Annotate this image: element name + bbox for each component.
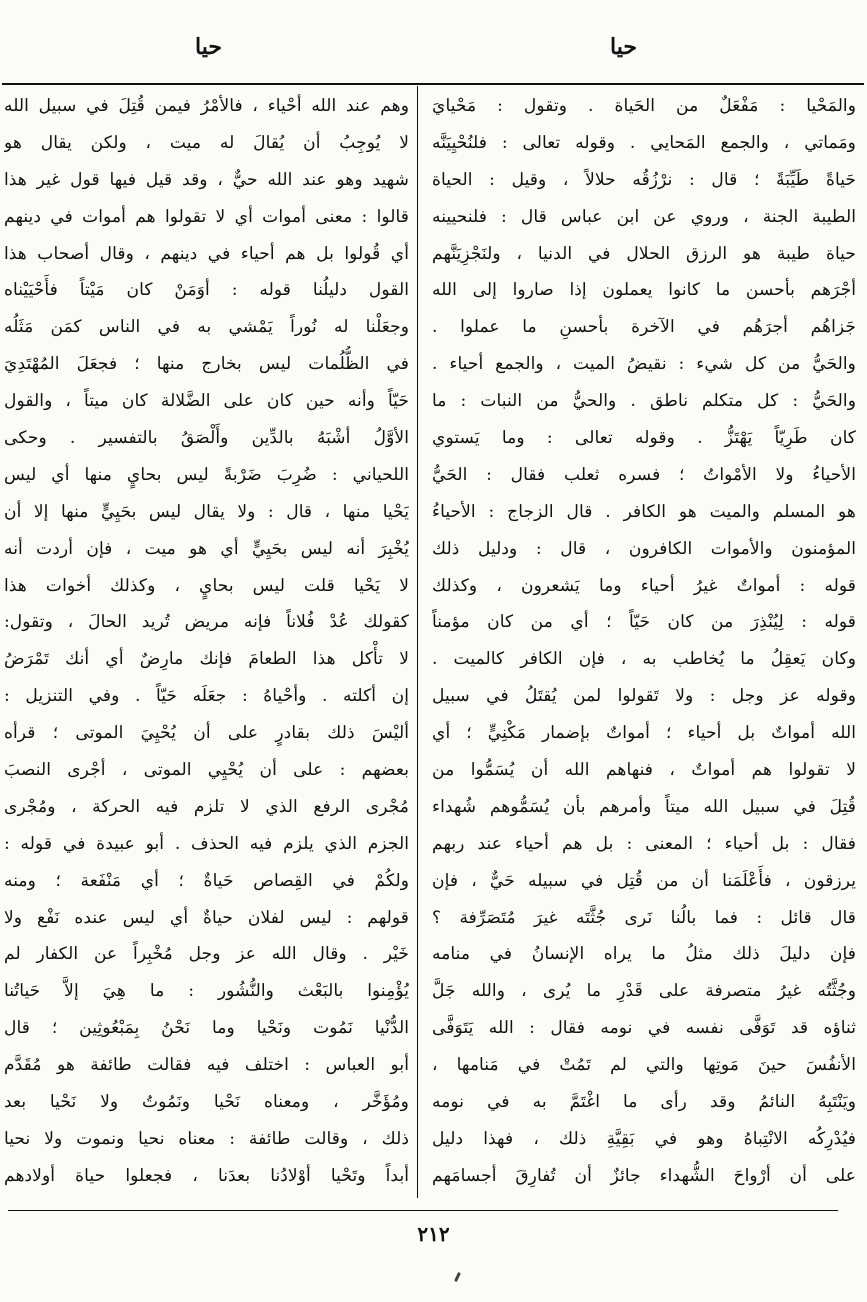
text-line: وكان يَعقِلُ ما يُخاطب به ، فإن الكافر كالميت .	[432, 649, 856, 670]
text-line: وجعَلْنا له نُوراً يَمْشي به في الناس كمَن مَثَلُه	[4, 317, 409, 338]
text-line: وهم عند الله أحْياء ، فالأمْرُ فيمن قُتِلَ في سبيل الله	[4, 96, 409, 116]
column-divider	[417, 86, 418, 1198]
text-line: قوله : لِيُنْذِرَ من كان حَيّاً ؛ أي من كان مؤمناً	[432, 612, 856, 633]
text-line: الطيبة الجنة ، وروي عن ابن عباس قال : فلنحيينه	[432, 206, 856, 227]
text-line: فقال : بل أحياء ؛ المعنى : بل هم أحياء عند ربهم	[432, 833, 856, 854]
text-line: والمَحْيا : مَفْعَلٌ من الحَياة . وتقول : مَحْيايَ	[432, 96, 856, 116]
text-line: أبداً وتَحْيا أوْلادُنا بعدَنا ، فجعلوا حياة أولادهم	[4, 1165, 409, 1186]
text-line: كقولك عُدْ فُلاناً فإنه مريض تُريد الحالَ ، وتقول:	[4, 612, 409, 633]
text-line: حَيّاً وأنه حين كان على الضَّلالة كان ميتاً ، والقول	[4, 391, 409, 412]
text-line: المؤمنون والأموات الكافرون ، قال : ودليل ذلك	[432, 538, 856, 559]
text-line: قولهم : ليس لفلان حياةٌ أي ليس عنده نَفْع ولا	[4, 907, 409, 928]
text-line: أجْرَهم بأحسن ما كانوا يعملون إذا صاروا إلى الله	[432, 280, 856, 301]
text-line: الأحياءُ ولا الأمْواتُ ؛ فسره ثعلب فقال : الحَيُّ	[432, 464, 856, 485]
text-line: قال قائل : فما بالُنا نَرى جُثَّتَه غيرَ مُتَصَرِّفة ؟	[432, 907, 856, 928]
page-number: ٢١٢	[417, 1222, 450, 1246]
text-line: ثناؤه قد تَوَفَّى نفسه في نومه فقال : الله يَتَوَفَّى	[432, 1018, 856, 1039]
text-line: في الظُّلُمات ليس بخارج منها ؛ فجعَلَ المُهْتَدِيَ	[4, 354, 409, 375]
text-line: ولكُمْ في القِصاص حَياةٌ ؛ أي مَنْفَعة ؛ ومنه	[4, 870, 409, 891]
left-column	[4, 88, 409, 1198]
text-line: ذلك ، وقالت طائفة : معناه نحيا ونموت ولا نحيا	[4, 1128, 409, 1149]
running-head-left: حيا	[195, 34, 222, 60]
text-line: فإن دليلَ ذلك مثلُ ما يراه الإنسانُ في منامه	[432, 944, 856, 965]
text-line: لا يَحْيا قلت ليس بحايٍ ، وكذلك أخوات هذا	[4, 575, 409, 596]
text-line: حياة طيبة هو الرزق الحلال في الدنيا ، ولنَجْزِيَنَّهم	[432, 243, 856, 264]
right-column	[432, 88, 856, 1198]
text-line: لا تأْكل هذا الطعامَ فإنك مارِضٌ أي أنك تَمْرَضُ	[4, 649, 409, 670]
text-line: قالوا : معنى أموات أي لا تقولوا هم أموات في دينهم	[4, 206, 409, 227]
running-head-right: حيا	[610, 34, 637, 60]
text-line: يُؤْمِنوا بالبَعْث والنُّشُور : ما هِيَ إلاَّ حَياتُنا	[4, 981, 409, 1002]
text-line: حَياةً طَيِّبَةً ؛ قال : نرْزُقُه حلالاً ، وقيل : الحياة	[432, 169, 856, 190]
text-line: وجُثَّتُه غيرُ متصرفة على قَدْرِ ما يُرى ، والله جَلَّ	[432, 981, 856, 1002]
text-line: أبو العباس : اختلف فيه فقالت طائفة هو مُقَدَّم	[4, 1055, 409, 1076]
text-line: خَيْر . وقال الله عز وجل مُخْبِراً عن الكفار لم	[4, 944, 409, 965]
text-line: على أن أرْواحَ الشُّهداء جائزٌ أن تُفارِقَ أجسامَهم	[432, 1165, 856, 1186]
text-line: لا يُوجِبُ أن يُقالَ له ميت ، ولكن يقال هو	[4, 132, 409, 153]
text-line: يَحْيا منها ، قال : ولا يقال ليس بحَيِيٍّ منها إلا أن	[4, 501, 409, 522]
text-line: أي قُولوا بل هم أحياء في دينهم ، وقال أصحاب هذا	[4, 243, 409, 264]
text-line: إن أكلته . وأحْياهُ : جعَلَه حَيّاً . وفي التنزيل :	[4, 686, 409, 707]
text-line: وقوله عز وجل : ولا تَقولوا لمن يُقتَلُ في سبيل	[432, 686, 856, 707]
text-line: الجزم الذي يلزم فيه الحذف . أبو عبيدة في قوله :	[4, 833, 409, 854]
text-line: الدُّنْيا نَمُوت ونَحْيا وما نَحْنُ بِمَبْعُوثِين ؛ قال	[4, 1018, 409, 1039]
text-line: لا تقولوا هم أمواتٌ ، فنهاهم الله أن يُسَمُّوا من	[432, 760, 856, 781]
text-line: فيُدْرِكُه الانْتِباهُ وهو في بَقِيَّةِ ذلك ، فهذا دليل	[432, 1128, 856, 1149]
text-line: القول دليلُنا قوله : أوَمَنْ كان مَيْتاً فأَحْيَيْناه	[4, 280, 409, 301]
footer-rule	[8, 1210, 838, 1211]
text-line: جَزاهُم أجرَهُم في الآخرة بأحسنِ ما عملوا .	[432, 317, 856, 338]
text-line: ويَنْتَبِهُ النائمُ وقد رأى ما اغْتَمَّ به في نومه	[432, 1092, 856, 1113]
text-line: اللحياني : ضُرِبَ ضَرْبةً ليس بحايٍ منها أي ليس	[4, 464, 409, 485]
text-line: والحَيُّ : كل متكلم ناطق . والحيُّ من النبات : ما	[432, 391, 856, 412]
text-line: قوله : أمواتٌ غيرُ أحياء وما يَشعرون ، وكذلك	[432, 575, 856, 596]
scan-speck	[454, 1272, 461, 1282]
text-line: مُجْرى الرفع الذي لا تلزم فيه الحركة ، ومُجْرى	[4, 796, 409, 817]
text-line: يُخْبِرَ أنه ليس بحَيِيٍّ أي هو ميت ، فإن أردت أنه	[4, 538, 409, 559]
text-line: ومَماتي ، والجمع المَحايي . وقوله تعالى : فلنُحْيِيَنَّه	[432, 132, 856, 153]
text-line: الله أمواتٌ بل أحياء ؛ أمواتٌ بإضمار مَكْنِيٍّ ؛ أي	[432, 723, 856, 744]
header-rule	[2, 83, 864, 85]
text-line: ومُؤَخَّر ، ومعناه نَحْيا ونَمُوتُ ولا نَحْيا بعد	[4, 1092, 409, 1113]
page-header	[0, 28, 867, 78]
text-line: الأوَّلُ أشْبَهُ بالدِّين وأَلْصَقُ بالتفسير . وحكى	[4, 428, 409, 449]
text-line: هو المسلم والميت هو الكافر . قال الزجاج : الأحياءُ	[432, 501, 856, 522]
text-line: كان طَرِيّاً يَهْتَزُّ . وقوله تعالى : وما يَستوي	[432, 428, 856, 449]
text-line: الأنفُسَ حينَ مَوتِها والتي لم تَمُتْ في مَنامها ،	[432, 1055, 856, 1076]
text-line: قُتِلَ في سبيل الله ميتاً وأمرهم بأن يُسَمُّوهم شُهداء	[432, 796, 856, 817]
text-line: شهيد وهو عند الله حيٌّ ، وقد قيل فيها قول غير هذا	[4, 169, 409, 190]
text-line: أليْسَ ذلك بقادرٍ على أن يُحْيِيَ الموتى ؛ قرأه	[4, 723, 409, 744]
text-line: والحَيُّ من كل شيء : نقيضُ الميت ، والجمع أحياء .	[432, 354, 856, 375]
text-line: بعضهم : على أن يُحْيِي الموتى ، أجْرى النصبَ	[4, 760, 409, 781]
text-line: يرزقون ، فأَعْلَمَنا أن من قُتِل في سبيله حَيٌّ ، فإن	[432, 870, 856, 891]
